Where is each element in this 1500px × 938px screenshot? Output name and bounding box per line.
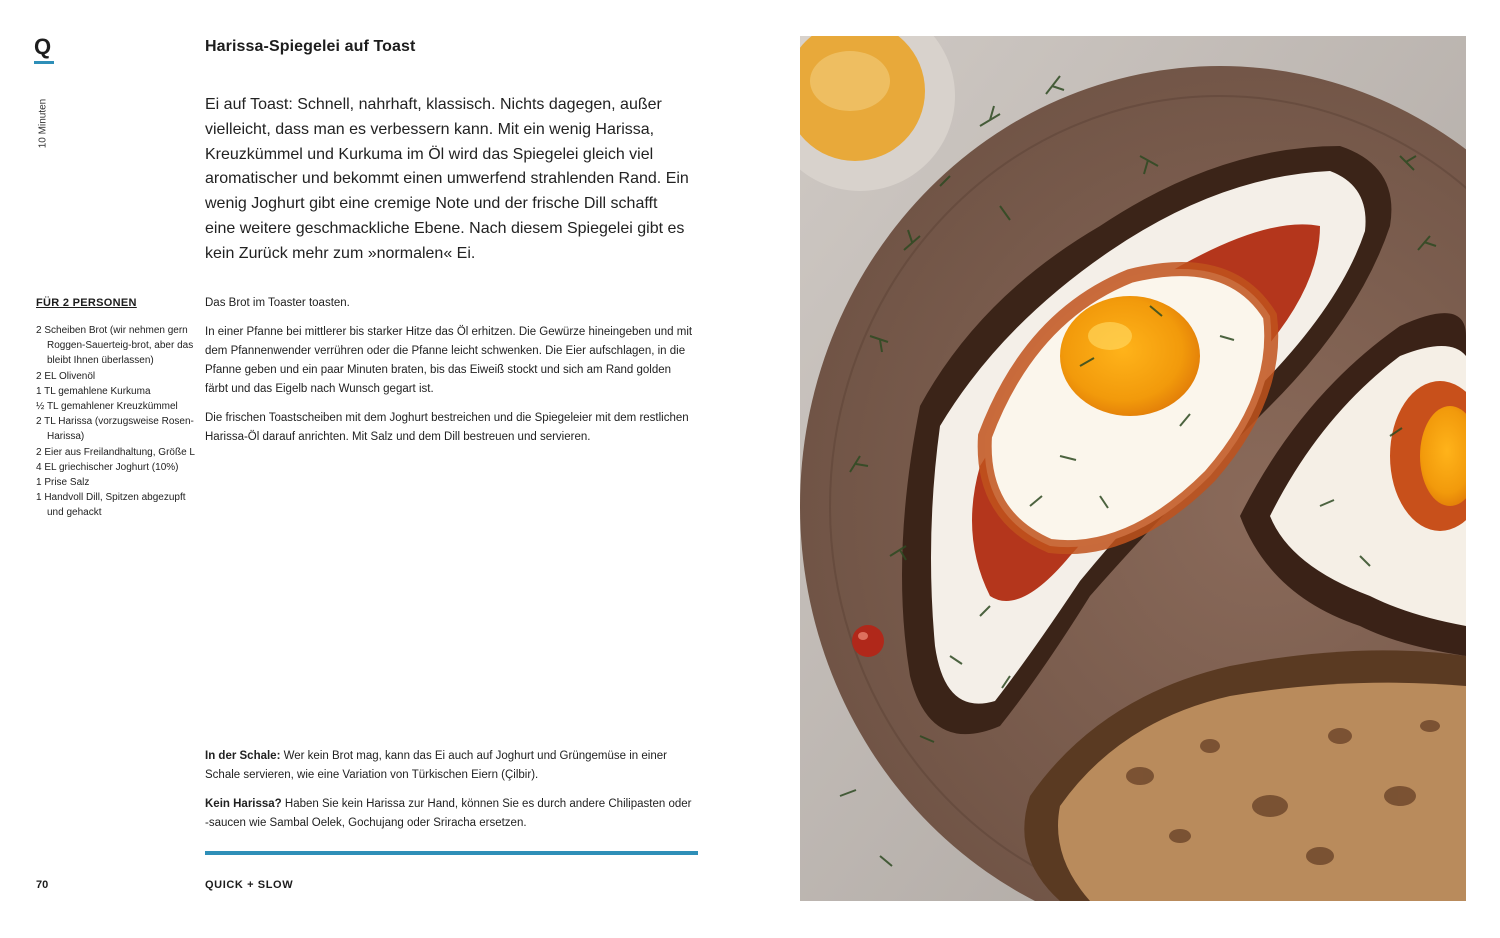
recipe-title: Harissa-Spiegelei auf Toast <box>205 38 416 55</box>
ingredient-list <box>36 323 196 521</box>
ingredient-item: 2 TL Harissa (vorzugsweise Rosen-Harissa) <box>36 416 194 443</box>
method-step: Die frischen Toastscheiben mit dem Joghurt bestreichen und die Spiegeleier mit dem restlichen Harissa-Öl darauf anrichten. Mit Salz und dem Dill bestreuen und servieren. <box>205 412 689 443</box>
section-letter: Q <box>34 34 52 59</box>
prep-time-label: 10 Minuten <box>37 98 49 149</box>
method-steps <box>205 294 697 457</box>
servings-heading: FÜR 2 PERSONEN <box>36 297 137 309</box>
ingredient-item: 2 EL Olivenöl <box>36 370 96 382</box>
recipe-intro: Ei auf Toast: Schnell, nahrhaft, klassisch. Nichts dagegen, außer vielleicht, dass man es verbessern kann. Mit ein wenig Harissa, Kreuzkümmel und Kurkuma im Öl wird das Spiegelei gleich viel aromatischer und bekommt einen umwerfend strahlenden Rand. Ein wenig Joghurt gibt eine cremige Note und der frische Dill schafft eine weitere geschmackliche Ebene. Nach diesem Spiegelei gibt es kein Zurück mehr zum »normalen« Ei. <box>205 96 689 262</box>
ingredient-item: 1 Prise Salz <box>36 477 90 489</box>
accent-rule <box>205 851 698 855</box>
page-number: 70 <box>36 879 49 891</box>
recipe-notes <box>205 747 697 843</box>
note-label: Kein Harissa? <box>205 798 282 810</box>
note-label: In der Schale: <box>205 750 281 762</box>
section-letter-underline <box>34 61 54 64</box>
egg-toast-illustration <box>800 36 1466 901</box>
note-text: Wer kein Brot mag, kann das Ei auch auf Joghurt und Grüngemüse in einer Schale servieren, wie eine Variation von Türkischen Eiern (Çilbir). <box>205 750 667 781</box>
ingredient-item: 2 Scheiben Brot (wir nehmen gern Roggen-Sauerteig-brot, aber das bleibt Ihnen überlassen) <box>36 325 194 367</box>
ingredient-item: ½ TL gemahlener Kreuzkümmel <box>36 401 178 413</box>
note-text: Haben Sie kein Harissa zur Hand, können Sie es durch andere Chilipasten oder -saucen wie Sambal Oelek, Gochujang oder Sriracha ersetzen. <box>205 798 692 829</box>
ingredient-item: 1 TL gemahlene Kurkuma <box>36 385 151 397</box>
ingredient-item: 2 Eier aus Freilandhaltung, Größe L <box>36 446 195 458</box>
method-step: In einer Pfanne bei mittlerer bis starker Hitze das Öl erhitzen. Die Gewürze hineingeben und mit dem Pfannenwender verrühren oder die Pfanne leicht schwenken. Die Eier aufschlagen, in die Pfanne geben und ein paar Minuten braten, bis das Eiweiß stockt und sich am Rand golden färbt und das Eigelb nach Wunsch gegart ist. <box>205 326 693 395</box>
note-kein-harissa <box>205 795 697 833</box>
method-step: Das Brot im Toaster toasten. <box>205 297 350 309</box>
ingredient-item: 4 EL griechischer Joghurt (10%) <box>36 461 179 473</box>
book-title: QUICK + SLOW <box>205 879 294 891</box>
recipe-photo <box>800 36 1466 901</box>
ingredient-item: 1 Handvoll Dill, Spitzen abgezupft und gehackt <box>36 492 186 519</box>
note-in-der-schale <box>205 747 697 785</box>
